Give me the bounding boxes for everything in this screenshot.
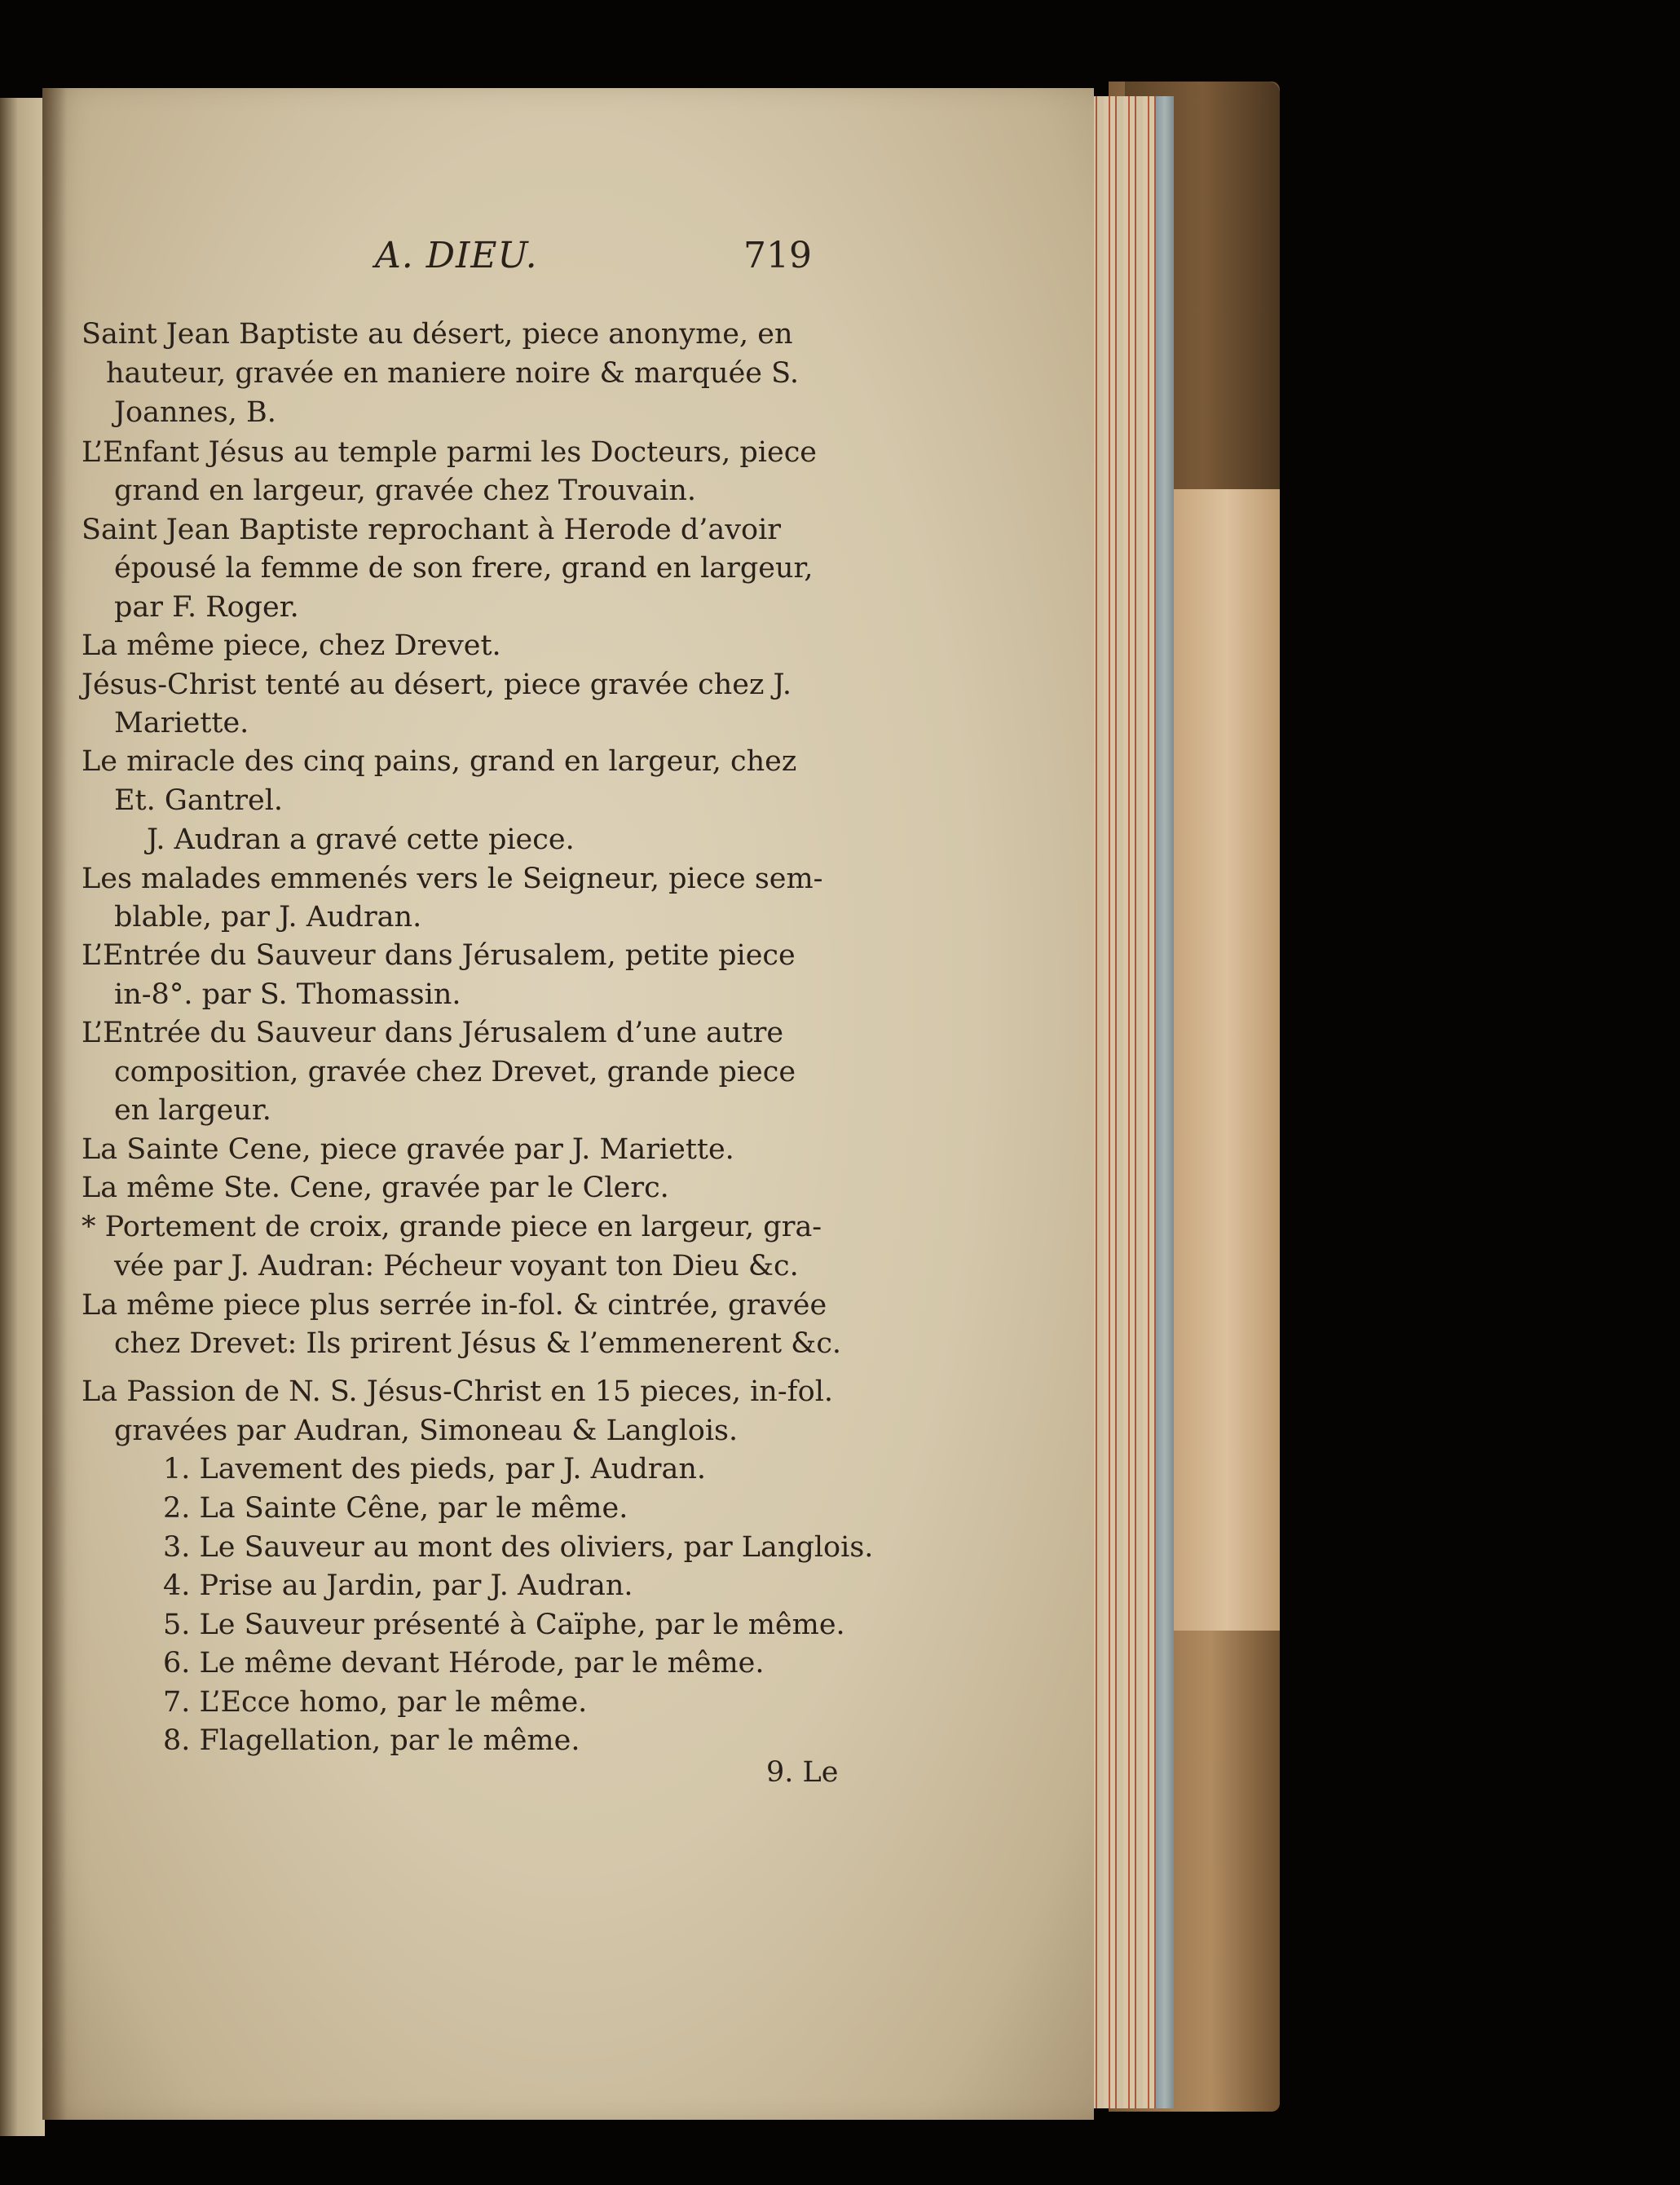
text-line: La même piece, chez Drevet. bbox=[82, 629, 501, 662]
text-line: 6. Le même devant Hérode, par le même. bbox=[163, 1647, 765, 1680]
text-line: Et. Gantrel. bbox=[114, 784, 284, 817]
text-line: par F. Roger. bbox=[114, 591, 299, 624]
text-line: J. Audran a gravé cette piece. bbox=[147, 823, 575, 856]
text-line: La même Ste. Cene, gravée par le Clerc. bbox=[82, 1172, 669, 1204]
text-line: 3. Le Sauveur au mont des oliviers, par Langlois. bbox=[163, 1531, 874, 1564]
page-gutter bbox=[42, 88, 67, 2120]
text-line: Jésus-Christ tenté au désert, piece gravée chez J. bbox=[82, 669, 791, 701]
text-line: épousé la femme de son frere, grand en largeur, bbox=[114, 552, 814, 585]
text-line: 1. Lavement des pieds, par J. Audran. bbox=[163, 1453, 707, 1485]
text-line: Mariette. bbox=[114, 707, 249, 739]
text-line: in-8°. par S. Thomassin. bbox=[114, 978, 461, 1011]
catchword: 9. Le bbox=[766, 1756, 839, 1789]
text-line: Saint Jean Baptiste reprochant à Herode d’avoir bbox=[82, 514, 781, 546]
text-line: * Portement de croix, grande piece en largeur, gra- bbox=[82, 1211, 822, 1243]
text-line: en largeur. bbox=[114, 1094, 271, 1127]
text-line: L’Enfant Jésus au temple parmi les Docteurs, piece bbox=[82, 436, 818, 469]
page-edge-marbled bbox=[1156, 96, 1174, 2108]
text-line: La Passion de N. S. Jésus-Christ en 15 pieces, in-fol. bbox=[82, 1375, 834, 1408]
text-line: Le miracle des cinq pains, grand en largeur, chez bbox=[82, 745, 797, 778]
running-header: A. DIEU. bbox=[375, 235, 538, 276]
text-line: vée par J. Audran: Pécheur voyant ton Dieu &c. bbox=[114, 1250, 799, 1282]
text-line: hauteur, gravée en maniere noire & marquée S. bbox=[106, 357, 799, 390]
previous-page-edge bbox=[0, 98, 45, 2136]
page-number: 719 bbox=[743, 235, 812, 276]
text-line: chez Drevet: Ils prirent Jésus & l’emmenerent &c. bbox=[114, 1327, 842, 1360]
text-line: grand en largeur, gravée chez Trouvain. bbox=[114, 475, 696, 507]
text-line: La même piece plus serrée in-fol. & cintrée, gravée bbox=[82, 1289, 827, 1322]
text-line: blable, par J. Audran. bbox=[114, 901, 422, 934]
text-line: 2. La Sainte Cêne, par le même. bbox=[163, 1492, 628, 1525]
text-line: 4. Prise au Jardin, par J. Audran. bbox=[163, 1569, 633, 1602]
text-line: La Sainte Cene, piece gravée par J. Mariette. bbox=[82, 1133, 734, 1166]
text-line: Les malades emmenés vers le Seigneur, piece sem- bbox=[82, 863, 823, 895]
text-line: 8. Flagellation, par le même. bbox=[163, 1724, 580, 1757]
text-line: composition, gravée chez Drevet, grande piece bbox=[114, 1056, 796, 1088]
book-cover-lining bbox=[1174, 489, 1280, 1631]
text-line: gravées par Audran, Simoneau & Langlois. bbox=[114, 1415, 739, 1447]
text-line: L’Entrée du Sauveur dans Jérusalem d’une autre bbox=[82, 1017, 784, 1049]
text-line: 5. Le Sauveur présenté à Caïphe, par le même. bbox=[163, 1609, 845, 1641]
text-line: 7. L’Ecce homo, par le même. bbox=[163, 1686, 588, 1719]
text-line: Joannes, B. bbox=[114, 396, 276, 429]
text-line: L’Entrée du Sauveur dans Jérusalem, petite piece bbox=[82, 939, 796, 972]
text-line: Saint Jean Baptiste au désert, piece anonyme, en bbox=[82, 318, 793, 351]
